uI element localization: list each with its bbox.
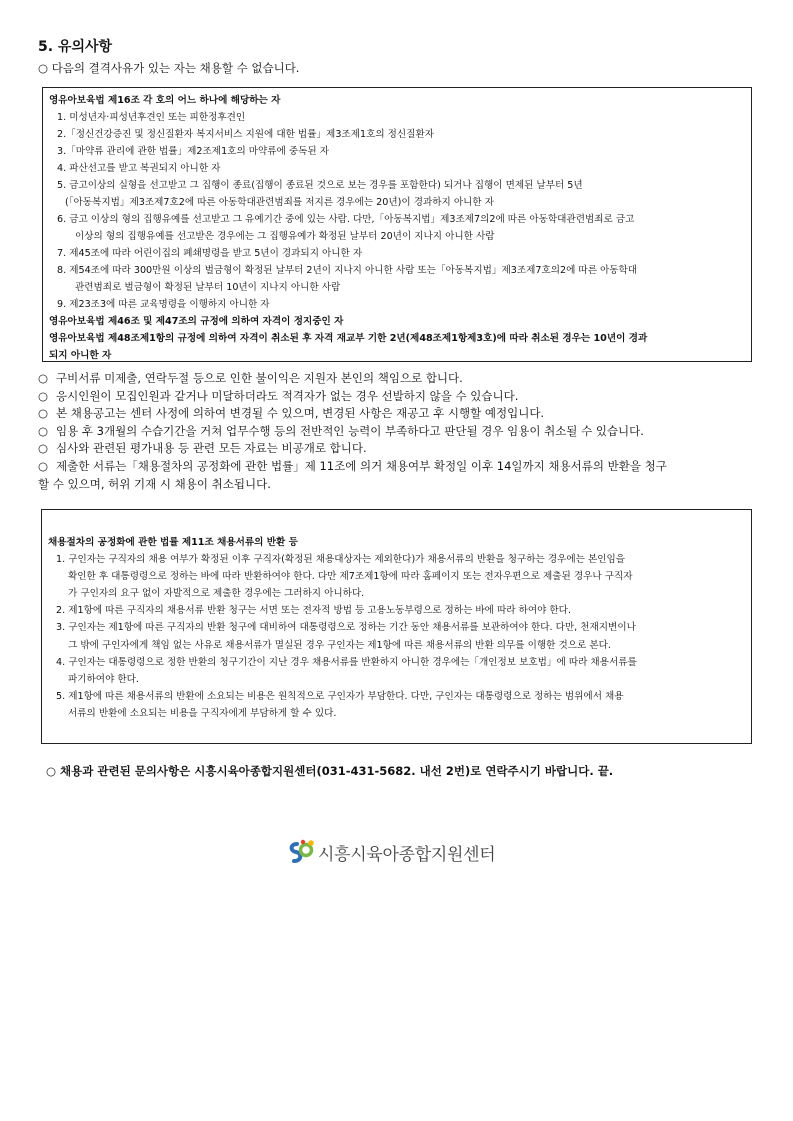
notice-text: 본 채용공고는 센터 사정에 의하여 변경될 수 있으며, 변경된 사항은 재공고 후 시행할 예정입니다. bbox=[56, 406, 545, 421]
box1-line: 4. 파산선고를 받고 복권되지 아니한 자 bbox=[57, 163, 221, 174]
notice-text: 응시인원이 모집인원과 같거나 미달하더라도 적격자가 없는 경우 선발하지 않을 수 있습니다. bbox=[56, 388, 519, 403]
section-title: 5. 유의사항 bbox=[38, 39, 113, 55]
disqualification-box bbox=[42, 87, 752, 362]
notice-text: 임용 후 3개월의 수습기간을 거쳐 업무수행 등의 전반적인 능력이 부족하다고 판단될 경우 임용이 취소될 수 있습니다. bbox=[56, 423, 644, 438]
notice-item bbox=[38, 476, 758, 494]
box1-line: 관련범죄로 벌금형이 확정된 날부터 10년이 지나지 아니한 사람 bbox=[75, 282, 341, 293]
box2-line: 2. 제1항에 따른 구직자의 채용서류 반환 청구는 서면 또는 전자적 방법 등 고용노동부령으로 정하는 바에 따라 하여야 한다. bbox=[56, 605, 571, 617]
notice-text: 제출한 서류는「채용절차의 공정화에 관한 법률」제 11조에 의거 채용여부 확정일 이후 14일까지 채용서류의 반환을 청구 bbox=[56, 458, 667, 473]
notice-text: 구비서류 미제출, 연락두절 등으로 인한 불이익은 지원자 본인의 책임으로 합니다. bbox=[56, 371, 463, 385]
center-name: 시흥시육아종합지원센터 bbox=[318, 844, 496, 865]
box1-line: 영유아보육법 제16조 각 호의 어느 하나에 해당하는 자 bbox=[49, 95, 281, 106]
document-return-box bbox=[41, 509, 752, 744]
notice-text: 심사와 관련된 평가내용 등 관련 모든 자료는 비공개로 합니다. bbox=[56, 441, 367, 456]
box2-line: 채용절차의 공정화에 관한 법률 제11조 채용서류의 반환 등 bbox=[48, 537, 298, 548]
circle-bullet-icon: ○ bbox=[38, 406, 49, 421]
box1-line: 영유아보육법 제46조 및 제47조의 규정에 의하여 자격이 정지중인 자 bbox=[49, 316, 344, 327]
notice-item bbox=[38, 458, 758, 476]
notice-item bbox=[38, 440, 758, 458]
box1-line: 3.「마약류 관리에 관한 법률」제2조제1호의 마약류에 중독된 자 bbox=[57, 146, 329, 157]
box2-line: 5. 제1항에 따른 채용서류의 반환에 소요되는 비용은 원칙적으로 구인자가 부담한다. 다만, 구인자는 대통령령으로 정하는 범위에서 채용 bbox=[56, 690, 624, 702]
notice-item bbox=[38, 423, 758, 441]
box1-line: (「아동복지법」제3조제7호2에 따른 아동학대관련범죄를 저지른 경우에는 20년)이 경과하지 아니한 자 bbox=[65, 197, 494, 208]
circle-bullet-icon: ○ bbox=[38, 388, 49, 403]
center-logo bbox=[286, 836, 516, 868]
box1-line: 영유아보육법 제48조제1항의 규정에 의하여 자격이 취소된 후 자격 재교부 기한 2년(제48조제1항제3호)에 따라 취소된 경우는 10년이 경과 bbox=[49, 333, 648, 344]
notice-item bbox=[38, 388, 758, 406]
box2-line: 4. 구인자는 대통령령으로 정한 반환의 청구기간이 지난 경우 채용서류를 반환하지 아니한 경우에는「개인정보 보호법」에 따라 채용서류를 bbox=[56, 656, 637, 668]
box1-line: 2.「정신건강증진 및 정신질환자 복지서비스 지원에 대한 법률」제3조제1호의 정신질환자 bbox=[57, 129, 434, 140]
notice-item bbox=[38, 370, 758, 388]
box1-line: 7. 제45조에 따라 어린이집의 폐쇄명령을 받고 5년이 경과되지 아니한 자 bbox=[57, 248, 363, 259]
contact-notice: ○ 채용과 관련된 문의사항은 시흥시육아종합지원센터(031-431-5682. 내선 2번)로 연락주시기 바랍니다. 끝. bbox=[46, 764, 614, 778]
box1-line: 9. 제23조3에 따른 교육명령을 이행하지 아니한 자 bbox=[57, 299, 270, 310]
box2-line: 파기하여야 한다. bbox=[68, 673, 139, 685]
box1-line: 6. 금고 이상의 형의 집행유예를 선고받고 그 유예기간 중에 있는 사람. 다만,「아동복지법」제3조제7의2에 따른 아동학대관련범죄로 금고 bbox=[57, 214, 635, 225]
notice-text: 할 수 있으며, 허위 기재 시 채용이 취소됩니다. bbox=[38, 476, 271, 491]
box2-line: 확인한 후 대통령령으로 정하는 바에 따라 반환하여야 한다. 다만 제7조제1항에 따라 홈페이지 또는 전자우편으로 제출된 경우나 구직자 bbox=[68, 571, 633, 583]
box2-line: 1. 구인자는 구직자의 채용 여부가 확정된 이후 구직자(확정된 채용대상자는 제외한다)가 채용서류의 반환을 청구하는 경우에는 본인임을 bbox=[56, 554, 626, 566]
box2-line: 가 구인자의 요구 없이 자발적으로 제출한 경우에는 그러하지 아니하다. bbox=[68, 588, 365, 600]
box2-line: 3. 구인자는 제1항에 따른 구직자의 반환 청구에 대비하여 대통령령으로 정하는 기간 동안 채용서류를 보관하여야 한다. 다만, 천재지변이나 bbox=[56, 622, 636, 634]
circle-bullet-icon: ○ bbox=[38, 371, 49, 385]
circle-bullet-icon: ○ bbox=[38, 458, 49, 473]
box1-line: 되지 아니한 자 bbox=[49, 350, 112, 361]
siheung-childcare-logo-icon bbox=[286, 837, 316, 867]
box1-line: 5. 금고이상의 실형을 선고받고 그 집행이 종료(집행이 종료된 것으로 보는 경우를 포함한다) 되거나 집행이 면제된 날부터 5년 bbox=[57, 180, 583, 191]
notice-list bbox=[38, 370, 758, 493]
box2-line: 그 밖에 구인자에게 책임 없는 사유로 채용서류가 멸실된 경우 구인자는 제1항에 따른 채용서류의 반환 의무를 이행한 것으로 본다. bbox=[68, 639, 611, 651]
circle-bullet-icon: ○ bbox=[38, 423, 49, 438]
box1-line: 1. 미성년자·피성년후견인 또는 피한정후견인 bbox=[57, 112, 246, 123]
notice-item bbox=[38, 405, 758, 423]
intro-text: ○ 다음의 결격사유가 있는 자는 채용할 수 없습니다. bbox=[38, 61, 300, 75]
box2-line: 서류의 반환에 소요되는 비용을 구직자에게 부담하게 할 수 있다. bbox=[68, 707, 337, 719]
circle-bullet-icon: ○ bbox=[38, 441, 49, 456]
box1-line: 이상의 형의 집행유예를 선고받은 경우에는 그 집행유예가 확정된 날부터 20년이 지나지 아니한 사람 bbox=[75, 231, 495, 242]
box1-line: 8. 제54조에 따라 300만원 이상의 벌금형이 확정된 날부터 2년이 지나지 아니한 사람 또는「아동복지법」제3조제7호의2에 따른 아동학대 bbox=[57, 265, 638, 276]
